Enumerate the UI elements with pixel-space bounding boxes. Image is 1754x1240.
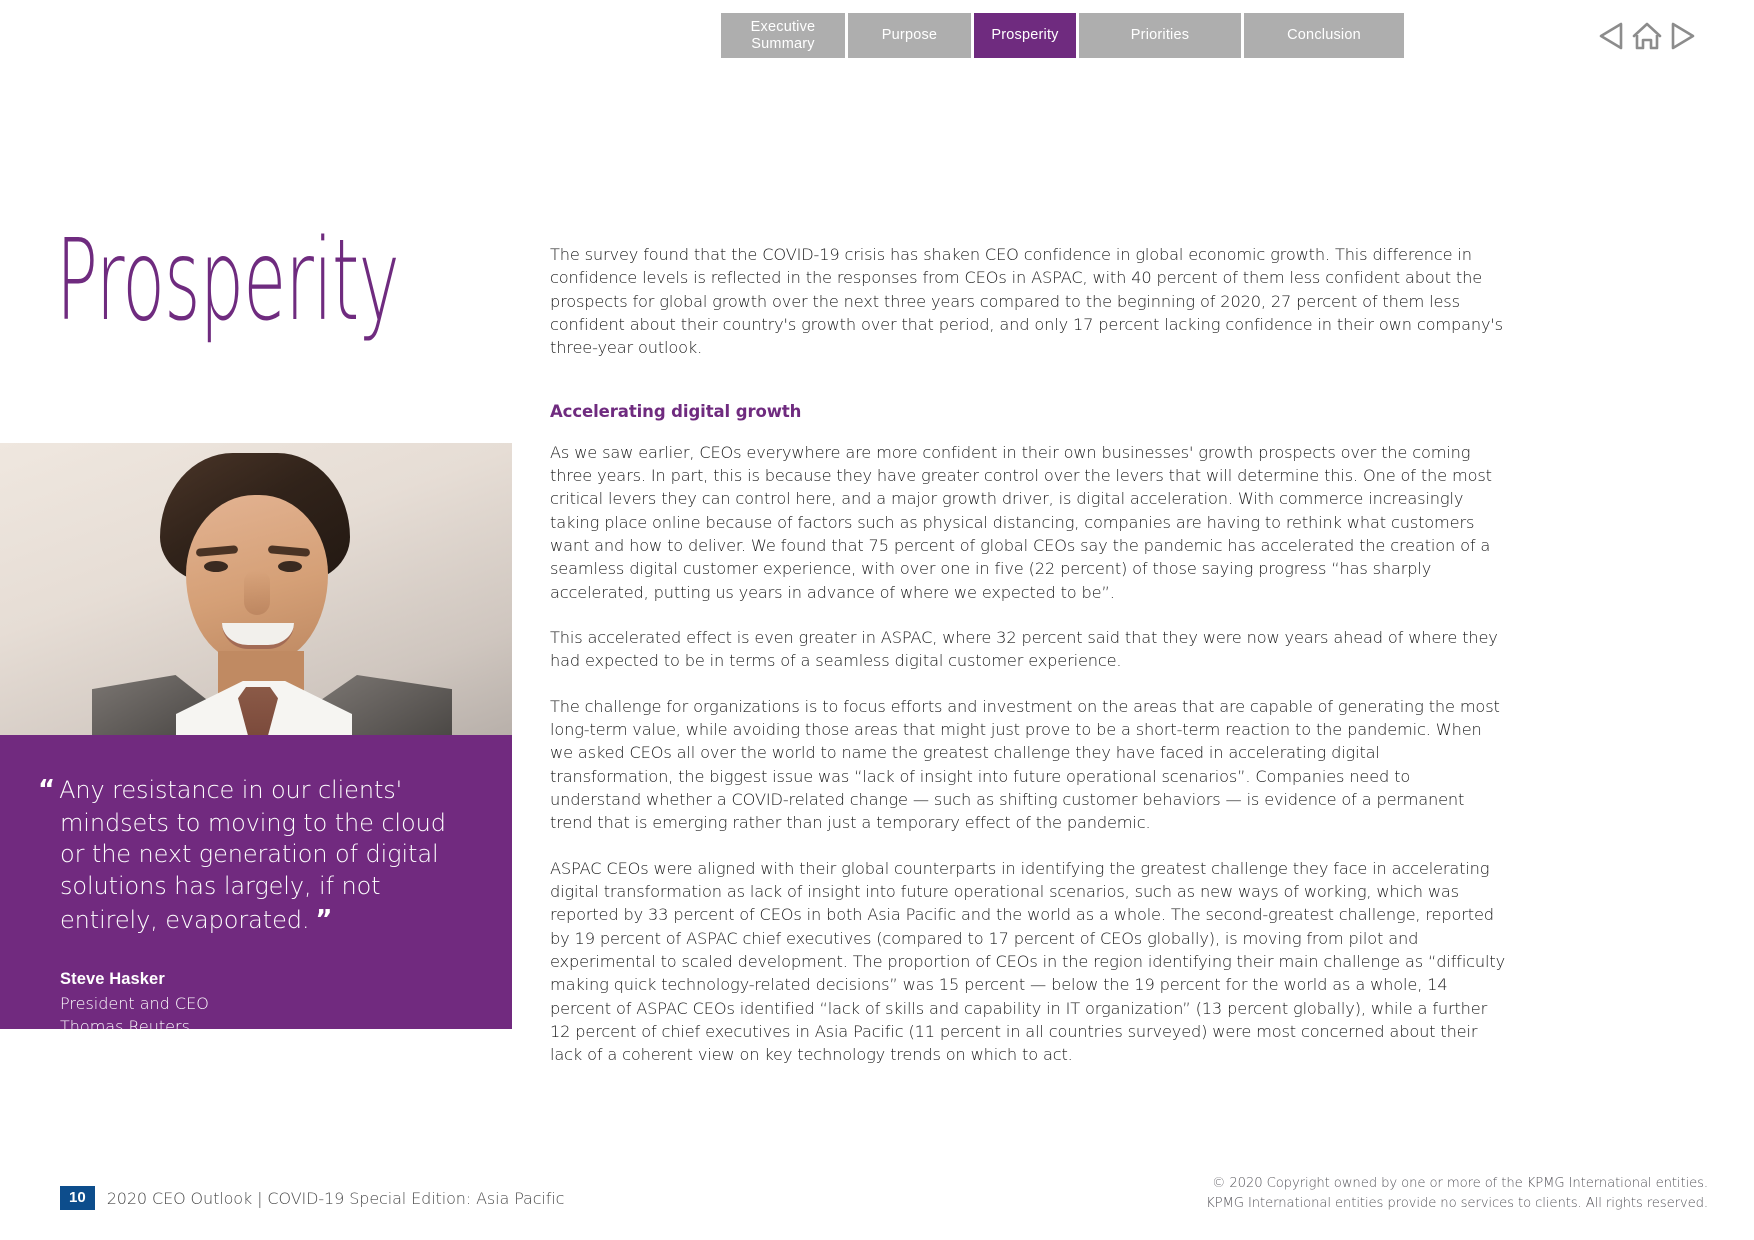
body-paragraph-2: This accelerated effect is even greater in ASPAC, where 32 percent said that they were now years ahead of where they had expected to be in terms of a seamless digital customer experience. [550, 627, 1498, 671]
page-number-badge: 10 [60, 1186, 95, 1210]
author-portrait-photo [0, 443, 512, 735]
quote-close-mark: ” [315, 905, 332, 936]
home-icon[interactable] [1630, 21, 1664, 51]
footer-left [60, 1186, 564, 1210]
quote-attribution [60, 968, 468, 1038]
page-title: Prosperity [56, 216, 400, 346]
body-paragraph-1: As we saw earlier, CEOs everywhere are more confident in their own businesses' growth prospects over the coming three years. In part, this is because they have greater control over the levers that will determine this. One of the most critical levers they can control here, and a major growth driver, is digital acceleration. With commerce increasingly taking place online because of factors such as physical distancing, companies are having to rethink what customers want and how to deliver. We found that 75 percent of global CEOs say the pandemic has accelerated the creation of a seamless digital customer experience, with over one in five (22 percent) of those saying progress “has sharply accelerated, putting us years in advance of where we expected to be”. [550, 442, 1492, 602]
portrait-nose [244, 571, 270, 615]
body-text-column [550, 243, 1505, 1089]
quote-author-company: Thomas Reuters [60, 1016, 190, 1036]
footer-copyright [1206, 1174, 1708, 1214]
quote-author-name: Steve Hasker [60, 969, 165, 988]
pull-quote-block [0, 735, 512, 1036]
copyright-line-1: © 2020 Copyright owned by one or more of the KPMG International entities. [1212, 1176, 1708, 1192]
quote-author-role: President and CEO [60, 993, 209, 1013]
portrait-eye-left [204, 561, 228, 572]
nav-tab-executive-summary[interactable]: Executive Summary [721, 13, 845, 58]
quote-open-mark: “ [38, 775, 55, 805]
section-heading: Accelerating digital growth [550, 401, 802, 421]
nav-tab-priorities[interactable]: Priorities [1079, 13, 1241, 58]
nav-tab-purpose[interactable]: Purpose [848, 13, 971, 58]
nav-tab-prosperity[interactable]: Prosperity [974, 13, 1076, 58]
footer-document-title: 2020 CEO Outlook | COVID-19 Special Edition: Asia Pacific [106, 1188, 565, 1208]
body-paragraph-4: ASPAC CEOs were aligned with their global counterparts in identifying the greatest challenge they face in accelerating digital transformation as lack of insight into future operational scenarios, such as new ways of working, which was reported by 33 percent of CEOs in both Asia Pacific and the world as a whole. The second-greatest challenge, reported by 19 percent of ASPAC chief executives (compared to 17 percent of CEOs globally), is moving from pilot and experimental to scaled development. The proportion of CEOs in the region identifying their main challenge as “difficulty making quick technology-related decisions” was 15 percent — below the 19 percent for the world as a whole, 14 percent of ASPAC CEOs identified “lack of skills and capability in IT organization” (13 percent globally), while a further 12 percent of chief executives in Asia Pacific (11 percent in all countries surveyed) were most concerned about their lack of a coherent view on key technology trends on which to act. [550, 858, 1505, 1065]
previous-page-icon[interactable] [1598, 21, 1624, 51]
next-page-icon[interactable] [1670, 21, 1696, 51]
intro-paragraph: The survey found that the COVID-19 crisis has shaken CEO confidence in global economic growth. This difference in confidence levels is reflected in the responses from CEOs in ASPAC, with 40 percent of them less confident about the prospects for global growth over the next three years compared to the beginning of 2020, 27 percent of them less confident about their country's growth over that period, and only 17 percent lacking confidence in their own company's three-year outlook. [550, 245, 1503, 358]
quote-body: Any resistance in our clients' mindsets to moving to the cloud or the next generation of digital solutions has largely, if not entirely, evaporated. [59, 776, 446, 935]
navigation-icon-group [1598, 13, 1696, 58]
pull-quote-text [38, 773, 468, 938]
section-navigation-bar [721, 13, 1407, 58]
nav-tab-conclusion[interactable]: Conclusion [1244, 13, 1404, 58]
portrait-eye-right [278, 561, 302, 572]
copyright-line-2: KPMG International entities provide no services to clients. All rights reserved. [1206, 1196, 1708, 1212]
body-paragraph-3: The challenge for organizations is to focus efforts and investment on the areas that are capable of generating the most long-term value, while avoiding those areas that might just prove to be a short-term reaction to the pandemic. When we asked CEOs all over the world to name the greatest challenge they have faced in accelerating digital transformation, the biggest issue was “lack of insight into future operational scenarios”. Companies need to understand whether a COVID-related change — such as shifting customer behaviors — is evidence of a permanent trend that is emerging rather than just a temporary effect of the pandemic. [550, 696, 1500, 833]
